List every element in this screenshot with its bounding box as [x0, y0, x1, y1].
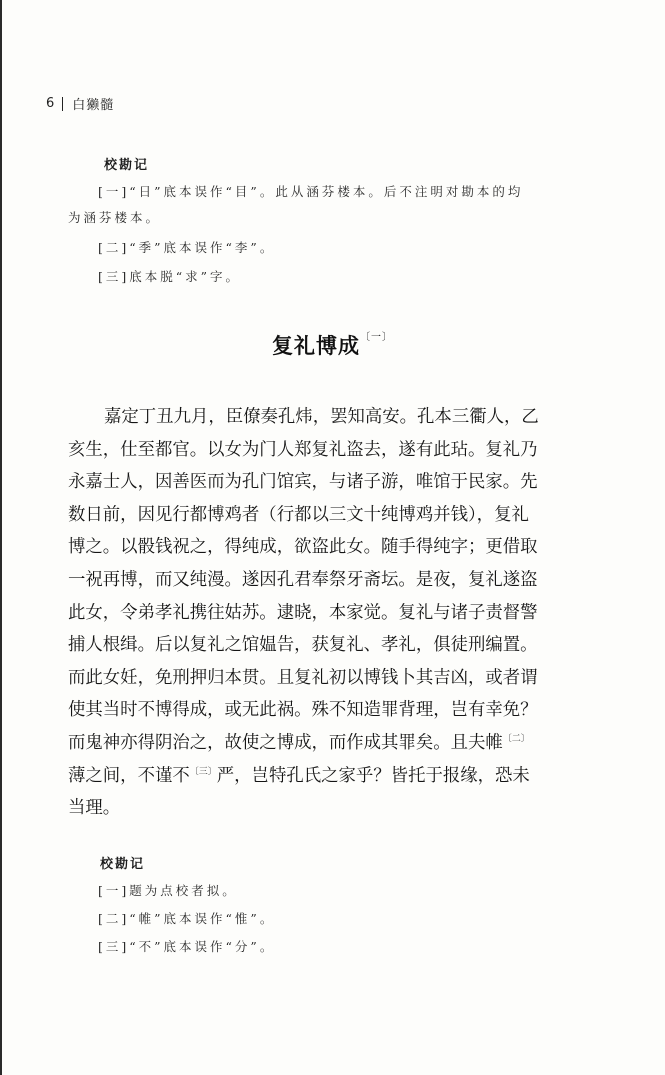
- note-text: [一]“日”底本误作“目”。此从涵芬楼本。后不注明对勘本的均: [98, 184, 524, 199]
- body-line: 数日前，因见行都博鸡者（行都以三文十纯博鸡并钱），复礼: [68, 504, 529, 525]
- body-line: 一祝再博，而又纯漫。遂因孔君奉祭牙斋坛。是夜，复礼遂盗: [68, 569, 538, 590]
- note-text: [三]底本脱“求”字。: [98, 269, 242, 284]
- body-line-text: 严，岂特孔氏之家乎？皆托于报缘，恐未: [216, 765, 530, 786]
- note-text: [二]“帷”底本误作“惟”。: [98, 911, 276, 926]
- collation-note-2-1: [68, 878, 593, 904]
- collation-note-1-2: [68, 235, 593, 261]
- body-line: 亥生，仕至都官。以女为门人郑复礼盗去，遂有此玷。复礼乃: [68, 439, 538, 460]
- collation-note-2-3: [68, 934, 593, 960]
- body-line-text: 薄之间，不谨不: [68, 765, 190, 786]
- book-title: 白獭髓: [72, 98, 115, 113]
- running-head: [46, 94, 114, 113]
- note-text: [二]“季”底本误作“李”。: [98, 240, 276, 255]
- body-line: 当理。: [68, 798, 121, 819]
- note-text: [一]题为点校者拟。: [98, 883, 238, 898]
- note-ref-2: 〔二〕: [502, 733, 530, 744]
- article-title: [0, 330, 665, 360]
- title-note-ref: 〔一〕: [360, 332, 393, 343]
- collation-note-1-1: [68, 179, 593, 231]
- article-body: [68, 401, 596, 825]
- body-line-text: 而鬼神亦得阴治之，故使之博成，而作成其罪矣。且夫帷: [68, 732, 503, 753]
- body-line: 博之。以骰钱祝之，得纯成，欲盗此女。随手得纯字；更借取: [68, 537, 538, 558]
- note-ref-3: 〔三〕: [189, 766, 217, 777]
- page-edge-rule: [0, 0, 2, 1075]
- body-line: 永嘉士人，因善医而为孔门馆宾，与诸子游，唯馆于民家。先: [68, 472, 538, 493]
- note-text: [三]“不”底本误作“分”。: [98, 939, 276, 954]
- article-title-text: 复礼博成: [272, 334, 360, 358]
- body-line: [68, 760, 596, 793]
- body-line: 捕人根缉。后以复礼之馆媪告，获复礼、孝礼，俱徒刑编置。: [68, 635, 538, 656]
- collation-notes-heading-1: 校勘记: [104, 158, 150, 173]
- page-number: 6: [46, 96, 55, 111]
- body-line: 而此女妊，免刑押归本贯。且复礼初以博钱卜其吉凶，或者谓: [68, 667, 538, 688]
- body-line: [68, 727, 596, 760]
- collation-note-2-2: [68, 906, 593, 932]
- collation-note-1-3: [68, 264, 593, 290]
- body-line: 嘉定丁丑九月，臣僚奏孔炜，罢知高安。孔本三衢人，乙: [104, 407, 539, 427]
- running-head-separator: [62, 97, 63, 111]
- note-text-continuation: 为涵芬楼本。: [68, 210, 162, 225]
- collation-notes-heading-2: 校勘记: [100, 857, 146, 872]
- body-line: 此女，令弟孝礼携往姑苏。逮晓，本家觉。复礼与诸子责督警: [68, 602, 538, 623]
- body-line: 使其当时不博得成，或无此祸。殊不知造罪背理，岂有幸免？: [68, 700, 538, 721]
